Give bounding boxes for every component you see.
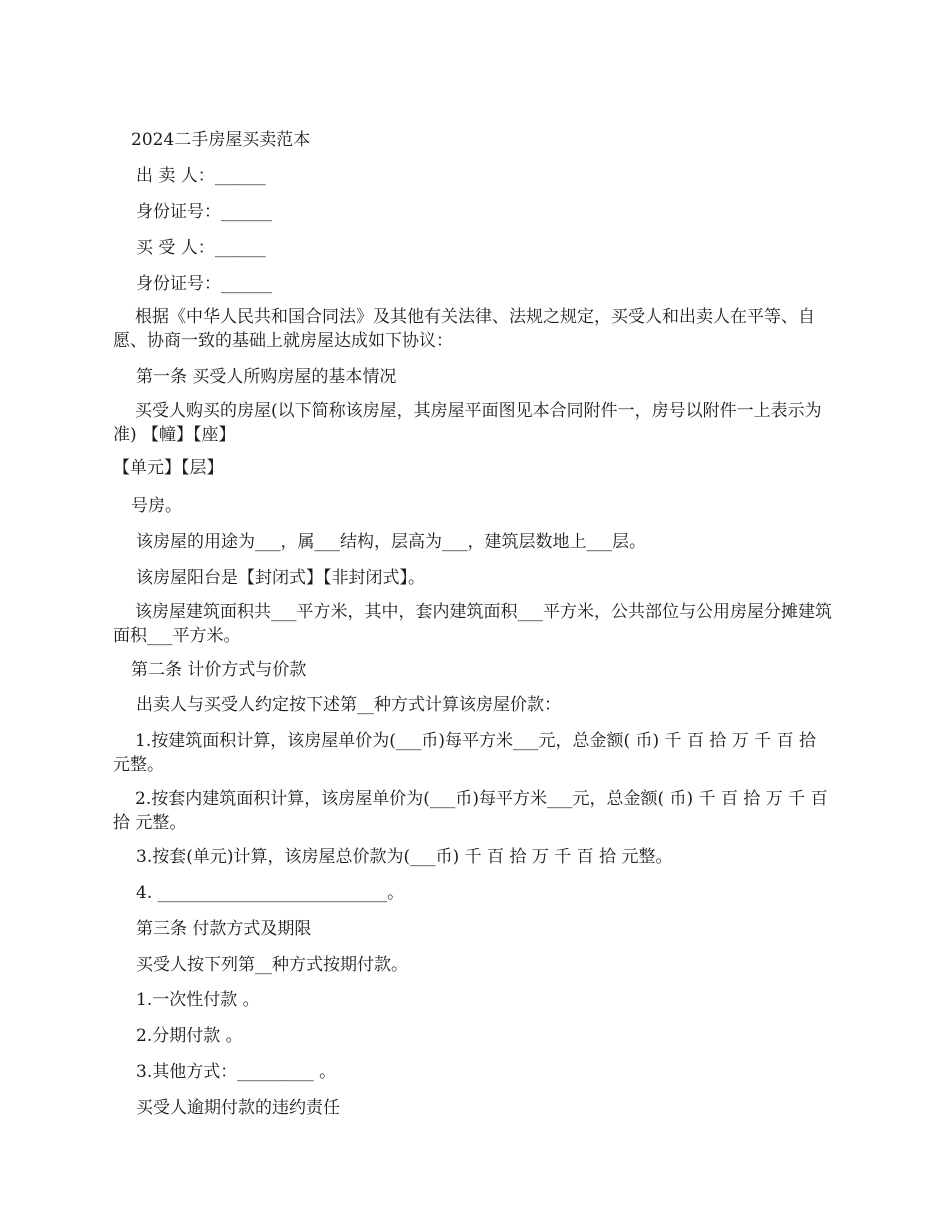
article2-paragraph-1: 出卖人与买受人约定按下述第__种方式计算该房屋价款： [136,695,561,715]
article3-paragraph-1: 买受人按下列第__种方式按期付款。 [136,955,408,975]
article2-paragraph-3: 2.按套内建筑面积计算，该房屋单价为(___币)每平方米___元，总金额( 币) 千 百 拾 万 千 百 拾 元整。 [113,789,828,833]
buyer-id-line: 身份证号：______ [136,274,272,294]
intro-paragraph: 根据《中华人民共和国合同法》及其他有关法律、法规之规定，买受人和出卖人在平等、自愿、协商一致的基础上就房屋达成如下协议： [113,307,815,351]
article1-paragraph-1: 买受人购买的房屋(以下简称该房屋，其房屋平面图见本合同附件一，房号以附件一上表示为准) 【幢】【座】 [113,401,822,445]
article3-paragraph-5: 买受人逾期付款的违约责任 [136,1098,340,1118]
article1-paragraph-5: 该房屋阳台是【封闭式】【非封闭式】。 [136,568,425,588]
article2-paragraph-5: 4. ___________________________。 [136,883,405,903]
article1-paragraph-4: 该房屋的用途为___，属___结构，层高为___，建筑层数地上___层。 [136,532,646,552]
article1-paragraph-6: 该房屋建筑面积共___平方米，其中，套内建筑面积___平方米，公共部位与公用房屋分摊建筑面积___平方米。 [113,602,832,646]
document-title: 2024二手房屋买卖范本 [131,130,311,150]
seller-line: 出 卖 人：______ [136,166,266,186]
article2-paragraph-2: 1.按建筑面积计算，该房屋单价为(___币)每平方米___元，总金额( 币) 千 百 拾 万 千 百 拾 元整。 [113,731,816,775]
article3-paragraph-4: 3.其他方式：_________ 。 [136,1062,337,1082]
article2-heading: 第二条 计价方式与价款 [131,660,307,680]
buyer-line: 买 受 人：______ [136,238,266,258]
article3-paragraph-2: 1.一次性付款 。 [136,990,260,1010]
article3-heading: 第三条 付款方式及期限 [136,919,312,939]
seller-id-line: 身份证号：______ [136,202,272,222]
article1-heading: 第一条 买受人所购房屋的基本情况 [136,367,397,387]
article3-paragraph-3: 2.分期付款 。 [136,1026,243,1046]
article1-paragraph-3: 号房。 [131,496,182,516]
article1-paragraph-2: 【单元】【层】 [113,458,224,478]
article2-paragraph-4: 3.按套(单元)计算，该房屋总价款为(___币) 千 百 拾 万 千 百 拾 元整。 [136,847,673,867]
